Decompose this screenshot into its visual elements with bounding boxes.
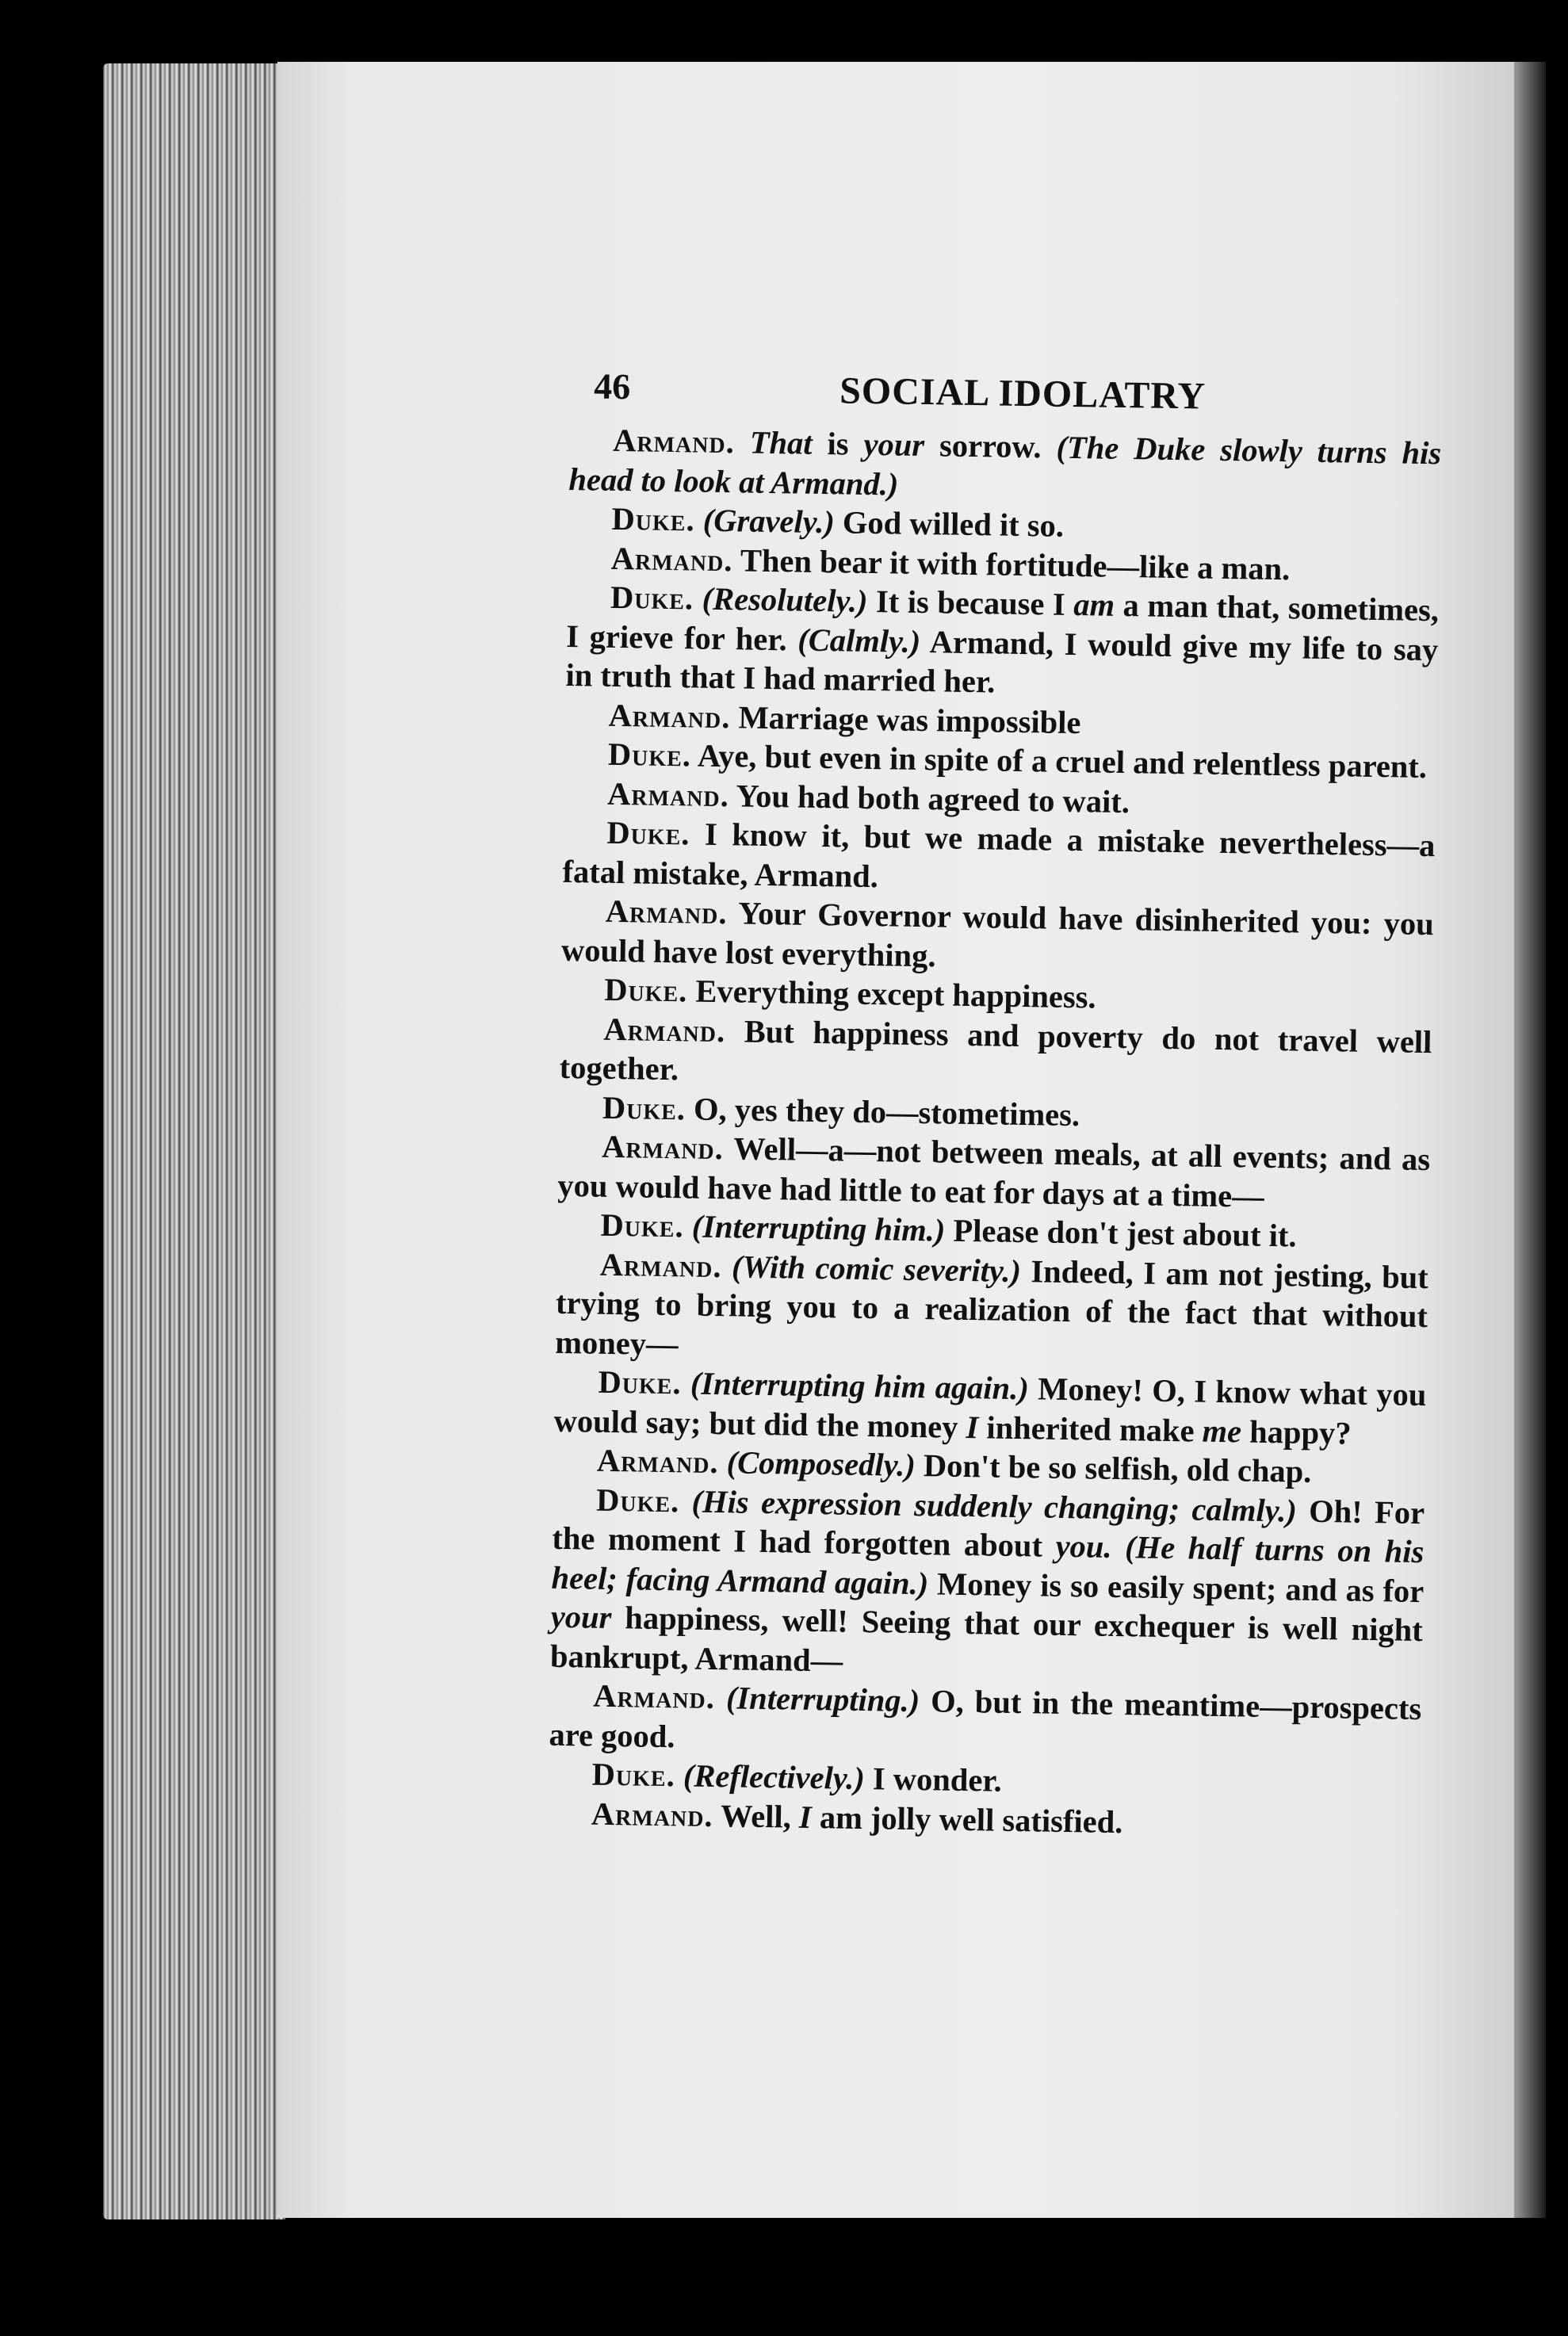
emphasis-text: I bbox=[798, 1799, 813, 1835]
speech-text bbox=[715, 1680, 727, 1715]
speaker-name: Duke. bbox=[607, 736, 692, 774]
page-number: 46 bbox=[593, 365, 631, 407]
speech-text: You had both agreed to wait. bbox=[729, 777, 1130, 820]
stage-direction: (Interrupting.) bbox=[725, 1680, 920, 1719]
speech-text: happy? bbox=[1241, 1413, 1352, 1451]
emphasis-text: you. bbox=[1055, 1527, 1112, 1565]
speech-text bbox=[718, 1444, 727, 1480]
speech-text: O, yes they do—stometimes. bbox=[685, 1090, 1080, 1133]
speech-text: It is because I bbox=[867, 583, 1074, 623]
speaker-name: Armand. bbox=[608, 697, 731, 735]
emphasis-text: your bbox=[863, 426, 925, 464]
stage-direction: (Resolutely.) bbox=[702, 580, 868, 619]
page-gutter-shadow bbox=[1514, 62, 1546, 2218]
speech-text: O, but in the meantime—prospects are good. bbox=[549, 1683, 1422, 1754]
stage-direction: (His expression suddenly changing; calmly.) bbox=[691, 1483, 1298, 1529]
emphasis-text: That bbox=[749, 424, 813, 461]
speech-text: Well—a—not between meals, at all events; and as you would have had little to eat for days at a time— bbox=[557, 1130, 1431, 1214]
speech-text: inherited make bbox=[977, 1409, 1203, 1449]
speaker-name: Armand. bbox=[612, 422, 736, 461]
speaker-name: Duke. bbox=[603, 971, 688, 1009]
speech-text: Please don't jest about it. bbox=[945, 1212, 1297, 1254]
speech-text: Indeed, I am not jesting, but trying to bring you to a realization of the fact that without money— bbox=[554, 1252, 1429, 1362]
speech-paragraph bbox=[561, 891, 1434, 983]
speaker-name: Armand. bbox=[599, 1246, 722, 1284]
text-block bbox=[548, 349, 1443, 1846]
stage-direction: (Gravely.) bbox=[702, 502, 836, 541]
speaker-name: Duke. bbox=[606, 814, 690, 852]
speech-text: Money is so easily spent; and as for bbox=[927, 1565, 1424, 1609]
speech-text bbox=[721, 1248, 732, 1284]
speech-text: happiness, well! Seeing that our exchequer is well night bankrupt, Armand— bbox=[549, 1600, 1424, 1679]
speaker-name: Duke. bbox=[591, 1756, 676, 1794]
stage-direction: (Interrupting him again.) bbox=[690, 1365, 1030, 1407]
speech-paragraph bbox=[555, 1244, 1428, 1375]
speech-text: a man that, sometimes, I grieve for her. bbox=[565, 587, 1440, 658]
speech-paragraph bbox=[557, 1126, 1430, 1218]
dialogue bbox=[548, 420, 1442, 1846]
emphasis-text: your bbox=[550, 1598, 612, 1636]
speech-text: God willed it so. bbox=[834, 504, 1065, 544]
speech-paragraph bbox=[568, 420, 1441, 512]
speaker-name: Armand. bbox=[601, 1128, 725, 1167]
speaker-name: Armand. bbox=[603, 1011, 726, 1049]
speech-text bbox=[1111, 1529, 1125, 1565]
speaker-name: Duke. bbox=[595, 1482, 680, 1519]
speaker-name: Duke. bbox=[598, 1363, 682, 1401]
stage-direction: (He half turns on his heel; facing Armand again.) bbox=[551, 1529, 1425, 1601]
stage-direction: (Composedly.) bbox=[726, 1444, 916, 1484]
stage-direction: (Reflectively.) bbox=[683, 1757, 866, 1797]
speech-text: I wonder. bbox=[864, 1761, 1003, 1799]
speech-text: Aye, but even in spite of a cruel and relentless parent. bbox=[690, 737, 1428, 786]
speech-paragraph bbox=[565, 577, 1439, 709]
speech-paragraph bbox=[562, 812, 1435, 904]
speech-text: Armand, I would give my life to say in truth that I had married her. bbox=[565, 623, 1439, 700]
speech-paragraph bbox=[549, 1676, 1421, 1768]
speech-paragraph bbox=[559, 1008, 1432, 1100]
speech-text: Your Governor would have disinherited you: you would have lost everything. bbox=[560, 895, 1435, 973]
speaker-name: Armand. bbox=[605, 893, 728, 931]
stage-direction: (With comic severity.) bbox=[731, 1248, 1022, 1289]
speech-text: Money! O, I know what you would say; but did the money bbox=[553, 1371, 1427, 1445]
emphasis-text: me bbox=[1202, 1413, 1242, 1449]
speech-text: sorrow. bbox=[924, 427, 1057, 465]
speaker-name: Armand. bbox=[606, 775, 730, 813]
emphasis-text: am bbox=[1073, 587, 1115, 623]
speech-paragraph bbox=[550, 1479, 1425, 1689]
speech-text bbox=[694, 580, 702, 616]
speech-text bbox=[735, 424, 751, 460]
speaker-name: Armand. bbox=[592, 1677, 716, 1716]
speech-text bbox=[679, 1483, 692, 1519]
speaker-name: Armand. bbox=[591, 1795, 714, 1833]
page-header bbox=[570, 349, 1443, 434]
speaker-name: Duke. bbox=[600, 1206, 685, 1244]
emphasis-text: I bbox=[966, 1409, 979, 1445]
stage-direction: (Calmly.) bbox=[797, 621, 921, 660]
speech-text: But happiness and poverty do not travel well together. bbox=[559, 1012, 1432, 1088]
speaker-name: Duke. bbox=[602, 1089, 686, 1126]
speech-text: Then bear it with fortitude—like a man. bbox=[732, 541, 1291, 587]
stage-direction: (The Duke slowly turns his head to look at Armand.) bbox=[568, 429, 1442, 503]
speech-text: Don't be so selfish, old chap. bbox=[915, 1447, 1312, 1489]
book-page-edges bbox=[103, 63, 285, 2219]
speaker-name: Duke. bbox=[610, 579, 694, 617]
stage-direction: (Interrupting him.) bbox=[691, 1208, 946, 1248]
speech-text: Everything except happiness. bbox=[687, 973, 1096, 1015]
speaker-name: Armand. bbox=[596, 1442, 720, 1481]
speech-text: Well, bbox=[713, 1797, 800, 1835]
running-head: SOCIAL IDOLATRY bbox=[839, 369, 1207, 418]
speaker-name: Armand. bbox=[610, 540, 733, 578]
speech-text: I know it, but we made a mistake nevertheless—a fatal mistake, Armand. bbox=[562, 816, 1436, 894]
speech-text: Marriage was impossible bbox=[730, 698, 1081, 740]
speech-paragraph bbox=[553, 1362, 1426, 1454]
speaker-name: Duke. bbox=[611, 500, 696, 538]
speech-text: is bbox=[812, 425, 864, 462]
speech-text: Oh! For the moment I had forgotten about bbox=[552, 1493, 1425, 1564]
speech-text: am jolly well satisfied. bbox=[811, 1799, 1123, 1840]
